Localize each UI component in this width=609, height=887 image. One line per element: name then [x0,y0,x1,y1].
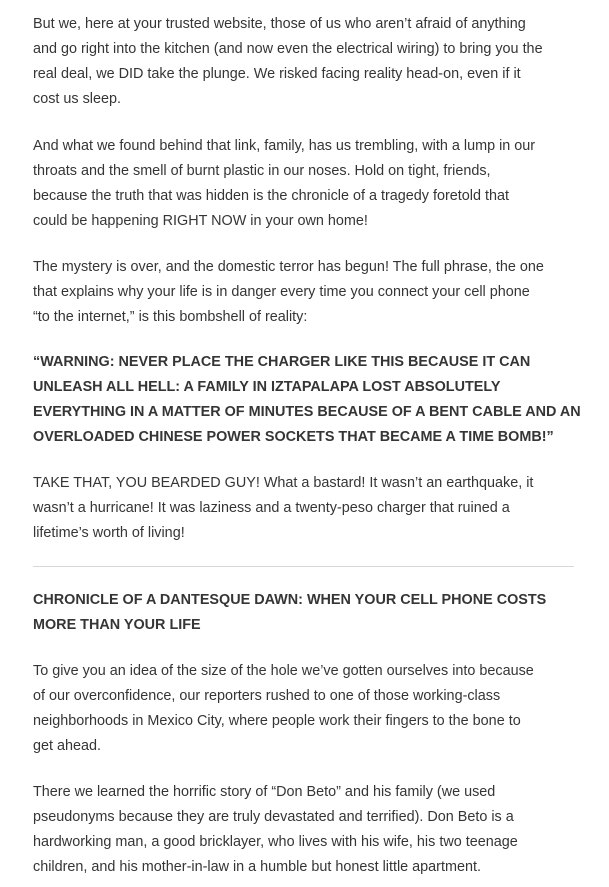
paragraph-line: And what we found behind that link, family, has us trembling, with a lump in our [33,138,536,154]
paragraph-line: neighborhoods in Mexico City, where people work their fingers to the bone to [33,713,521,729]
paragraph-line: that explains why your life is in danger every time you connect your cell phone [33,284,530,300]
paragraph-line: lifetime’s worth of living! [33,525,185,541]
paragraph-line: of our overconfidence, our reporters rushed to one of those working-class [33,688,501,704]
article-paragraph-mystery [33,255,574,330]
section-divider [33,566,574,567]
paragraph-line: There we learned the horrific story of “Don Beto” and his family (we used [33,784,496,800]
quote-line: OVERLOADED CHINESE POWER SOCKETS THAT BECAME A TIME BOMB!” [33,429,554,445]
paragraph-line: “to the internet,” is this bombshell of reality: [33,309,308,325]
heading-line: CHRONICLE OF A DANTESQUE DAWN: WHEN YOUR CELL PHONE COSTS [33,592,547,608]
paragraph-line: real deal, we DID take the plunge. We risked facing reality head-on, even if it [33,66,521,82]
article-paragraph-intro [33,12,574,112]
paragraph-line: hardworking man, a good bricklayer, who lives with his wife, his two teenage [33,834,518,850]
paragraph-line: children, and his mother-in-law in a humble but honest little apartment. [33,859,481,875]
paragraph-line: throats and the smell of burnt plastic in our noses. Hold on tight, friends, [33,163,491,179]
paragraph-line: pseudonyms because they are truly devastated and terrified). Don Beto is a [33,809,514,825]
paragraph-line: and go right into the kitchen (and now even the electrical wiring) to bring you the [33,41,543,57]
paragraph-line: cost us sleep. [33,91,121,107]
paragraph-line: get ahead. [33,738,102,754]
section-heading [33,588,574,638]
paragraph-line: could be happening RIGHT NOW in your own home! [33,213,368,229]
paragraph-line: To give you an idea of the size of the hole we’ve gotten ourselves into because [33,663,534,679]
article-warning-quote [33,350,581,450]
paragraph-line: The mystery is over, and the domestic terror has begun! The full phrase, the one [33,259,544,275]
article-paragraph-reaction [33,471,574,546]
paragraph-line: wasn’t a hurricane! It was laziness and a twenty-peso charger that ruined a [33,500,510,516]
quote-line: “WARNING: NEVER PLACE THE CHARGER LIKE THIS BECAUSE IT CAN [33,354,531,370]
article-paragraph-discovery [33,134,574,234]
paragraph-line: because the truth that was hidden is the chronicle of a tragedy foretold that [33,188,509,204]
article-paragraph-reporters [33,659,574,759]
paragraph-line: TAKE THAT, YOU BEARDED GUY! What a bastard! It wasn’t an earthquake, it [33,475,534,491]
quote-line: UNLEASH ALL HELL: A FAMILY IN IZTAPALAPA LOST ABSOLUTELY [33,379,501,395]
heading-line: MORE THAN YOUR LIFE [33,617,201,633]
paragraph-line: But we, here at your trusted website, those of us who aren’t afraid of anything [33,16,526,32]
quote-line: EVERYTHING IN A MATTER OF MINUTES BECAUSE OF A BENT CABLE AND AN [33,404,581,420]
article-paragraph-don-beto [33,780,574,880]
